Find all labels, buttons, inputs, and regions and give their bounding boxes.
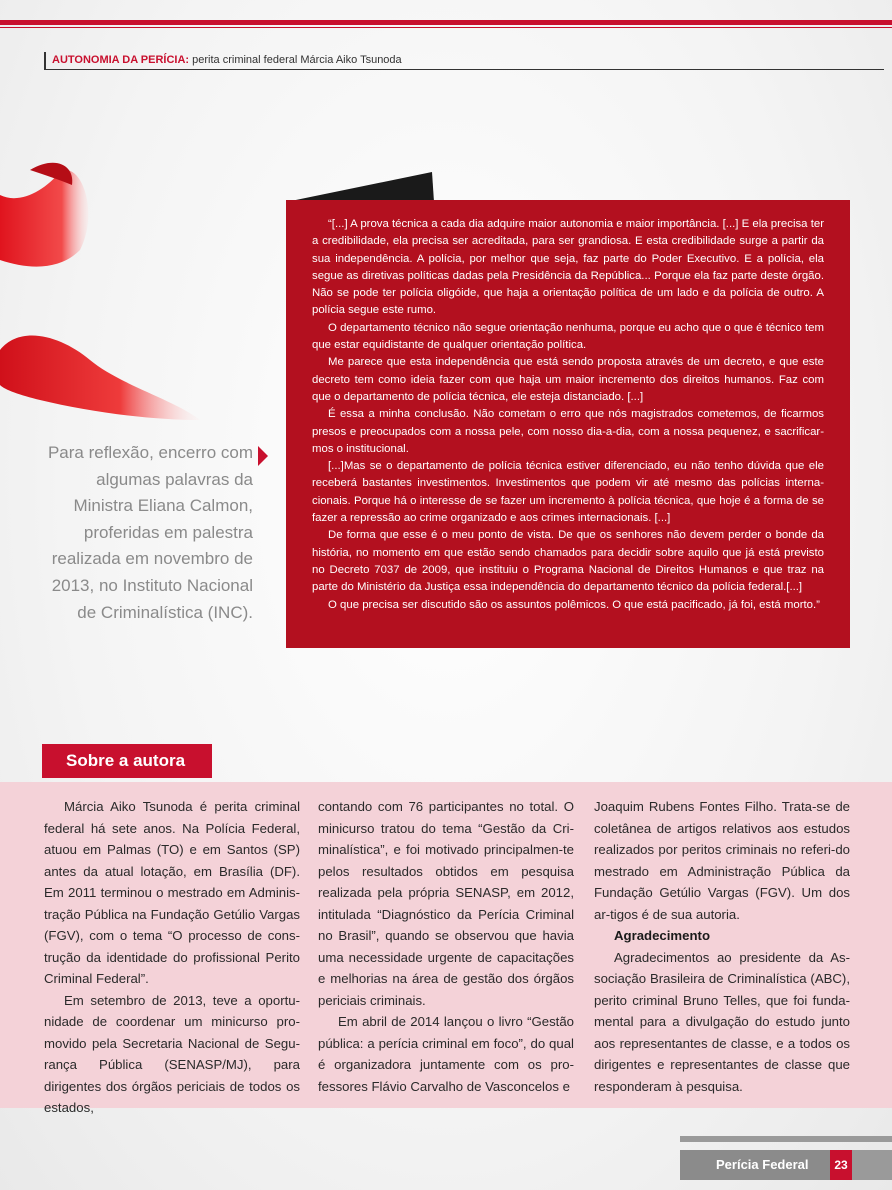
quote-paragraph: Me parece que esta independência que está sendo proposta através de um decreto, e que este decreto tem como ideia fazer com que haja um maior incremento dos direitos humanos. Faz com que o departamento de polícia técnica, ele esteja distanciado. [...] (312, 356, 824, 403)
about-column-2 (318, 796, 574, 1097)
footer-publication: Perícia Federal (680, 1150, 830, 1180)
about-paragraph: Joaquim Rubens Fontes Filho. Trata-se de coletânea de artigos relativos aos estudos realizados por peritos criminais no referi-do mestrado em Administração Pública da Fundação Getúlio Vargas (FGV). Um dos ar-tigos é de sua autoria. (594, 799, 850, 922)
section-label: AUTONOMIA DA PERÍCIA: (52, 54, 190, 66)
running-header (44, 52, 884, 70)
quote-tab-flag (286, 170, 434, 202)
pull-quote: Para reflexão, encerro com algumas palavras da Ministra Eliana Calmon, proferidas em palestra realizada em novembro de 2013, no Instituto Nacional de Criminalística (INC). (47, 443, 253, 622)
footer-top-strip (680, 1136, 892, 1142)
triangle-arrow-icon (258, 446, 268, 466)
quote-paragraph: De forma que esse é o meu ponto de vista. De que os senhores não devem perder o bonde da história, no momento em que estão sendo chamados para decidir sobre aquilo que já está previsto no Decreto 7037 de 2009, que instituiu o Programa Nacional de Direitos Humanos e que traz na parte do Ministério da Justiça essa independência do departamento técnico da polícia federal.[...] (312, 529, 824, 594)
page-number: 23 (830, 1150, 852, 1180)
footer-tail (852, 1150, 892, 1180)
top-thin-rule (0, 27, 892, 28)
about-paragraph: contando com 76 participantes no total. O minicurso tratou do tema “Gestão da Cri-minalística”, e foi motivado principalmen-te pelos resultados obtidos em pesquisa realizada pela própria SENASP, em 2012, intitulada “Diagnóstico da Perícia Criminal no Brasil”, quando se observou que havia uma necessidade urgente de capacitações e melhorias na área de gestão dos órgãos periciais criminais. (318, 799, 574, 1008)
about-column-1 (44, 796, 300, 1119)
about-paragraph: Em setembro de 2013, teve a oportu-nidade de coordenar um minicurso pro-movido pela Secretaria Nacional de Segu-rança Pública (SENASP/MJ), para dirigentes dos órgãos periciais de todos os estados, (44, 992, 300, 1115)
ribbon-decoration (0, 150, 200, 440)
acknowledgement-text: Agradecimentos ao presidente da As-sociação Brasileira de Criminalística (ABC), perito criminal Bruno Telles, que foi funda-mental para a divulgação do estudo junto aos representantes de classe, e a todos os dirigentes e representantes de classe que responderam à pesquisa. (594, 949, 850, 1094)
quote-paragraph: “[...] A prova técnica a cada dia adquire maior autonomia e maior importância. [...] E ela precisa ter a credibilidade, ela precisa ser acreditada, para ser grandiosa. E esta credibilidade surge a partir da sua independência. A polícia, por melhor que seja, faz parte do Poder Executivo. E a polícia, ela segue as diretivas políticas dadas pela Presidência da República... Porque ela faz parte deste órgão. Não se pode ter polícia oligóide, que haja a orientação política de um lado e da polícia de outro. A polícia segue este rumo. (312, 218, 824, 317)
about-paragraph: Márcia Aiko Tsunoda é perita criminal federal há sete anos. Na Polícia Federal, atuou em Palmas (TO) e em Santos (SP) antes da atual lotação, em Brasília (DF). Em 2011 terminou o mestrado em Adminis-tração Pública na Fundação Getúlio Vargas (FGV), com o tema “O processo de cons-trução da identidade do profissional Perito Criminal Federal”. (44, 799, 300, 986)
quote-paragraph: É essa a minha conclusão. Não cometam o erro que nós magistrados cometemos, de ficarmos presos e preocupados com a nossa pele, com nosso dia-a-dia, com a nossa pequenez, e sacrificar-mos o institucional. (312, 408, 824, 455)
about-author-title: Sobre a autora (42, 744, 212, 778)
acknowledgement-heading: Agradecimento (614, 928, 710, 943)
about-column-3 (594, 796, 850, 1097)
section-subtitle: perita criminal federal Márcia Aiko Tsunoda (189, 54, 402, 66)
about-paragraph: Em abril de 2014 lançou o livro “Gestão pública: a perícia criminal em foco”, do qual é organizadora juntamente com os pro-fessores Flávio Carvalho de Vasconcelos e (318, 1014, 574, 1094)
quote-paragraph: O departamento técnico não segue orientação nenhuma, porque eu acho que o que é técnico tem que estar equidistante de qualquer orientação política. (312, 321, 824, 352)
minister-quote-box (286, 200, 850, 648)
top-red-rule (0, 20, 892, 25)
quote-paragraph: [...]Mas se o departamento de polícia técnica estiver diferenciado, eu não tenho dúvida que ele receberá bastantes investimentos. Investimentos que podem vir até mesmo das polícias interna-cionais. Porque há o interesse de se fazer um incremento à polícia técnica, que hoje é a forma de se fazer a repressão ao crime organizado e aos crimes internacionais. [...] (312, 460, 824, 525)
quote-paragraph: O que precisa ser discutido são os assuntos polêmicos. O que está pacificado, já foi, está morto.” (328, 598, 820, 611)
